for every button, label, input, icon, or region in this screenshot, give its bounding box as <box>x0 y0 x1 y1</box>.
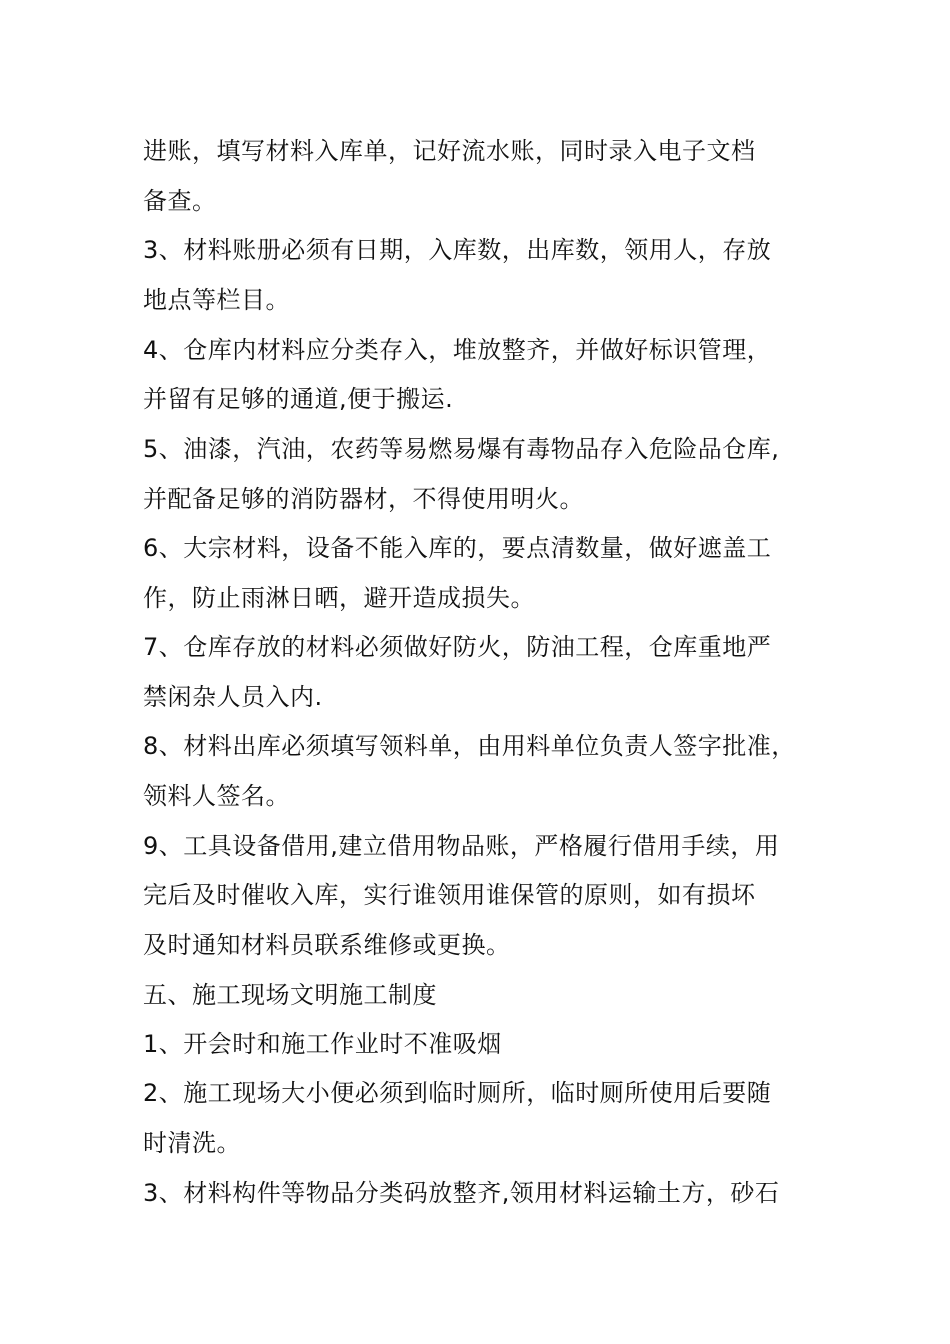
text-line: 并配备足够的消防器材，不得使用明火。 <box>143 485 584 513</box>
text-line: 3、材料账册必须有日期，入库数，出库数，领用人，存放 <box>143 236 772 264</box>
text-line: 4、仓库内材料应分类存入，堆放整齐，并做好标识管理， <box>143 336 772 364</box>
text-line: 备查。 <box>143 187 217 215</box>
text-line: 地点等栏目。 <box>143 286 290 314</box>
text-line: 7、仓库存放的材料必须做好防火，防油工程，仓库重地严 <box>143 633 772 661</box>
text-line: 进账，填写材料入库单，记好流水账，同时录入电子文档 <box>143 137 756 165</box>
text-line: 2、施工现场大小便必须到临时厕所，临时厕所使用后要随 <box>143 1079 772 1107</box>
text-line: 8、材料出库必须填写领料单，由用料单位负责人签字批准， <box>143 732 796 760</box>
text-line: 并留有足够的通道,便于搬运. <box>143 385 454 413</box>
text-line: 领料人签名。 <box>143 782 290 810</box>
text-line: 禁闲杂人员入内. <box>143 683 323 711</box>
text-line: 及时通知材料员联系维修或更换。 <box>143 931 511 959</box>
text-line: 1、开会时和施工作业时不准吸烟 <box>143 1030 502 1058</box>
text-line: 时清洗。 <box>143 1129 241 1157</box>
text-line: 5、油漆，汽油，农药等易燃易爆有毒物品存入危险品仓库, <box>143 435 780 463</box>
section-heading: 五、施工现场文明施工制度 <box>143 981 437 1009</box>
text-line: 完后及时催收入库，实行谁领用谁保管的原则，如有损坏 <box>143 881 756 909</box>
text-line: 9、工具设备借用,建立借用物品账，严格履行借用手续，用 <box>143 832 780 860</box>
text-line: 6、大宗材料，设备不能入库的，要点清数量，做好遮盖工 <box>143 534 772 562</box>
text-line: 作，防止雨淋日晒，避开造成损失。 <box>143 584 535 612</box>
text-line: 3、材料构件等物品分类码放整齐,领用材料运输土方，砂石 <box>143 1179 780 1207</box>
